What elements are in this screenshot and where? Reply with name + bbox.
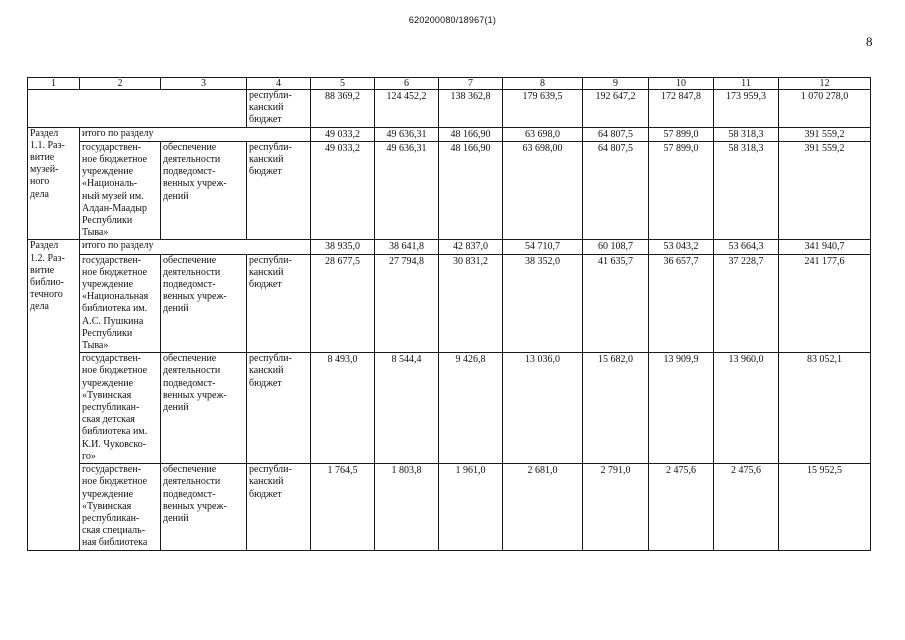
text-line: республи- [249, 90, 292, 101]
executor-cell [80, 141, 161, 240]
value-cell: 138 362,8 [439, 90, 503, 128]
value-cell: 38 641,8 [375, 240, 439, 254]
text-line: канский [249, 154, 284, 166]
text-line: республи- [249, 353, 292, 365]
value-cell: 60 108,7 [583, 240, 649, 254]
text-line: деятельности [163, 476, 221, 488]
text-line: учреждение [82, 377, 134, 389]
column-header: 3 [161, 78, 247, 90]
page-number: 8 [866, 34, 873, 49]
text-line: К.И. Чуковско- [82, 438, 147, 450]
value-cell: 57 899,0 [649, 141, 714, 240]
text-line: обеспечение [163, 141, 217, 153]
text-line: республи- [249, 464, 292, 476]
text-line: А.С. Пушкина [82, 315, 144, 327]
text-line: «Национальная [82, 291, 149, 303]
purpose-cell [161, 141, 247, 240]
value-cell: 179 639,5 [503, 90, 583, 128]
text-line: подведомст- [163, 488, 216, 500]
text-line: бюджет [249, 279, 282, 291]
text-line: Тыва» [82, 227, 109, 239]
text-line: ное бюджетное [82, 266, 148, 278]
institution-row [28, 254, 871, 353]
text-line: библиотека им. [82, 303, 148, 315]
text-line: государствен- [82, 141, 141, 153]
value-cell: 63 698,0 [503, 127, 583, 141]
value-cell: 36 657,7 [649, 254, 714, 353]
text-line: дений [163, 512, 189, 524]
text-line: канский [249, 266, 284, 278]
text-line: государствен- [82, 353, 141, 365]
value-cell: 1 961,0 [439, 464, 503, 550]
text-line: республи- [249, 141, 292, 153]
purpose-cell [161, 254, 247, 353]
value-cell: 13 909,9 [649, 353, 714, 464]
text-line: канский [249, 102, 284, 114]
text-line: венных учреж- [163, 389, 227, 401]
text-line: бюджет [249, 488, 282, 500]
budget-source [247, 90, 311, 128]
value-cell: 241 177,6 [779, 254, 871, 353]
column-header: 12 [779, 78, 871, 90]
value-cell: 124 452,2 [375, 90, 439, 128]
section-total-label: итого по разделу [80, 240, 311, 254]
purpose-cell [161, 464, 247, 550]
section-total-label: итого по разделу [80, 127, 311, 141]
value-cell: 30 831,2 [439, 254, 503, 353]
value-cell: 1 764,5 [311, 464, 375, 550]
value-cell: 2 475,6 [649, 464, 714, 550]
column-header: 2 [80, 78, 161, 90]
column-header: 10 [649, 78, 714, 90]
executor-cell [80, 254, 161, 353]
text-line: бюджет [249, 377, 282, 389]
column-header: 1 [28, 78, 80, 90]
text-line: бюджет [249, 114, 282, 126]
text-line: ная библиотека [82, 537, 148, 549]
text-line: республи- [249, 254, 292, 266]
column-header: 7 [439, 78, 503, 90]
text-line: Республики [82, 327, 133, 339]
text-line: деятельности [163, 266, 221, 278]
budget-source [247, 254, 311, 353]
value-cell: 64 807,5 [583, 127, 649, 141]
institution-row [28, 353, 871, 464]
text-line: учреждение [82, 166, 134, 178]
text-line: 1.1. Раз- [30, 139, 65, 151]
text-line: деятельности [163, 365, 221, 377]
text-line: деятельности [163, 154, 221, 166]
value-cell: 58 318,3 [714, 141, 779, 240]
text-line: государствен- [82, 464, 141, 476]
value-cell: 341 940,7 [779, 240, 871, 254]
section-title [28, 127, 80, 240]
text-line: дений [163, 402, 189, 414]
text-line: ное бюджетное [82, 476, 148, 488]
value-cell: 83 052,1 [779, 353, 871, 464]
text-line: витие [30, 152, 55, 164]
text-line: «Тувинская [82, 500, 132, 512]
section-title [28, 240, 80, 550]
text-line: обеспечение [163, 464, 217, 476]
budget-table [27, 77, 871, 551]
value-cell: 38 352,0 [503, 254, 583, 353]
text-line: ный музей им. [82, 190, 144, 202]
text-line: 1.2. Раз- [30, 252, 65, 264]
value-cell: 38 935,0 [311, 240, 375, 254]
value-cell: 13 960,0 [714, 353, 779, 464]
value-cell: 172 847,8 [649, 90, 714, 128]
text-line: учреждение [82, 488, 134, 500]
text-line: Алдан-Маадыр [82, 202, 147, 214]
empty-cell [28, 90, 247, 128]
text-line: подведомст- [163, 377, 216, 389]
text-line: ное бюджетное [82, 365, 148, 377]
value-cell: 192 647,2 [583, 90, 649, 128]
column-number-row [28, 78, 871, 90]
republic-budget-total-row [28, 90, 871, 128]
value-cell: 42 837,0 [439, 240, 503, 254]
purpose-cell [161, 353, 247, 464]
value-cell: 2 791,0 [583, 464, 649, 550]
value-cell: 1 070 278,0 [779, 90, 871, 128]
budget-source [247, 464, 311, 550]
value-cell: 8 544,4 [375, 353, 439, 464]
value-cell: 2 681,0 [503, 464, 583, 550]
value-cell: 58 318,3 [714, 127, 779, 141]
value-cell: 49 636,31 [375, 127, 439, 141]
value-cell: 1 803,8 [375, 464, 439, 550]
value-cell: 28 677,5 [311, 254, 375, 353]
text-line: ного [30, 176, 50, 188]
text-line: дела [30, 188, 49, 200]
text-line: го» [82, 450, 96, 462]
value-cell: 49 636,31 [375, 141, 439, 240]
text-line: подведомст- [163, 279, 216, 291]
text-line: обеспечение [163, 353, 217, 365]
text-line: республикан- [82, 402, 140, 414]
column-header: 11 [714, 78, 779, 90]
value-cell: 15 952,5 [779, 464, 871, 550]
section-total-row [28, 127, 871, 141]
value-cell: 8 493,0 [311, 353, 375, 464]
text-line: Тыва» [82, 340, 109, 352]
text-line: библио- [30, 277, 64, 289]
text-line: венных учреж- [163, 178, 227, 190]
text-line: венных учреж- [163, 500, 227, 512]
text-line: ное бюджетное [82, 154, 148, 166]
text-line: государствен- [82, 254, 141, 266]
column-header: 4 [247, 78, 311, 90]
value-cell: 173 959,3 [714, 90, 779, 128]
value-cell: 53 664,3 [714, 240, 779, 254]
value-cell: 49 033,2 [311, 127, 375, 141]
value-cell: 54 710,7 [503, 240, 583, 254]
text-line: Республики [82, 215, 133, 227]
text-line: ская специаль- [82, 525, 146, 537]
text-line: «Националь- [82, 178, 138, 190]
value-cell: 53 043,2 [649, 240, 714, 254]
value-cell: 15 682,0 [583, 353, 649, 464]
text-line: музей- [30, 164, 59, 176]
value-cell: 41 635,7 [583, 254, 649, 353]
value-cell: 48 166,90 [439, 127, 503, 141]
value-cell: 49 033,2 [311, 141, 375, 240]
section-total-row [28, 240, 871, 254]
value-cell: 13 036,0 [503, 353, 583, 464]
text-line: библиотека им. [82, 426, 148, 438]
column-header: 6 [375, 78, 439, 90]
institution-row [28, 141, 871, 240]
column-header: 5 [311, 78, 375, 90]
value-cell: 57 899,0 [649, 127, 714, 141]
text-line: венных учреж- [163, 291, 227, 303]
text-line: витие [30, 264, 55, 276]
text-line: ская детская [82, 414, 135, 426]
value-cell: 391 559,2 [779, 141, 871, 240]
text-line: «Тувинская [82, 389, 132, 401]
document-id: 620200080/18967(1) [408, 15, 497, 25]
value-cell: 27 794,8 [375, 254, 439, 353]
value-cell: 2 475,6 [714, 464, 779, 550]
text-line: канский [249, 476, 284, 488]
text-line: республикан- [82, 512, 140, 524]
column-header: 8 [503, 78, 583, 90]
text-line: дела [30, 301, 49, 313]
value-cell: 37 228,7 [714, 254, 779, 353]
budget-source [247, 141, 311, 240]
text-line: подведомст- [163, 166, 216, 178]
text-line: бюджет [249, 166, 282, 178]
value-cell: 391 559,2 [779, 127, 871, 141]
value-cell: 9 426,8 [439, 353, 503, 464]
budget-source [247, 353, 311, 464]
text-line: дений [163, 303, 189, 315]
value-cell: 48 166,90 [439, 141, 503, 240]
text-line: канский [249, 365, 284, 377]
executor-cell [80, 464, 161, 550]
value-cell: 88 369,2 [311, 90, 375, 128]
value-cell: 63 698,00 [503, 141, 583, 240]
text-line: Раздел [30, 127, 59, 139]
institution-row [28, 464, 871, 550]
text-line: Раздел [30, 240, 59, 252]
text-line: дений [163, 190, 189, 202]
value-cell: 64 807,5 [583, 141, 649, 240]
column-header: 9 [583, 78, 649, 90]
text-line: учреждение [82, 279, 134, 291]
executor-cell [80, 353, 161, 464]
text-line: течного [30, 289, 63, 301]
text-line: обеспечение [163, 254, 217, 266]
